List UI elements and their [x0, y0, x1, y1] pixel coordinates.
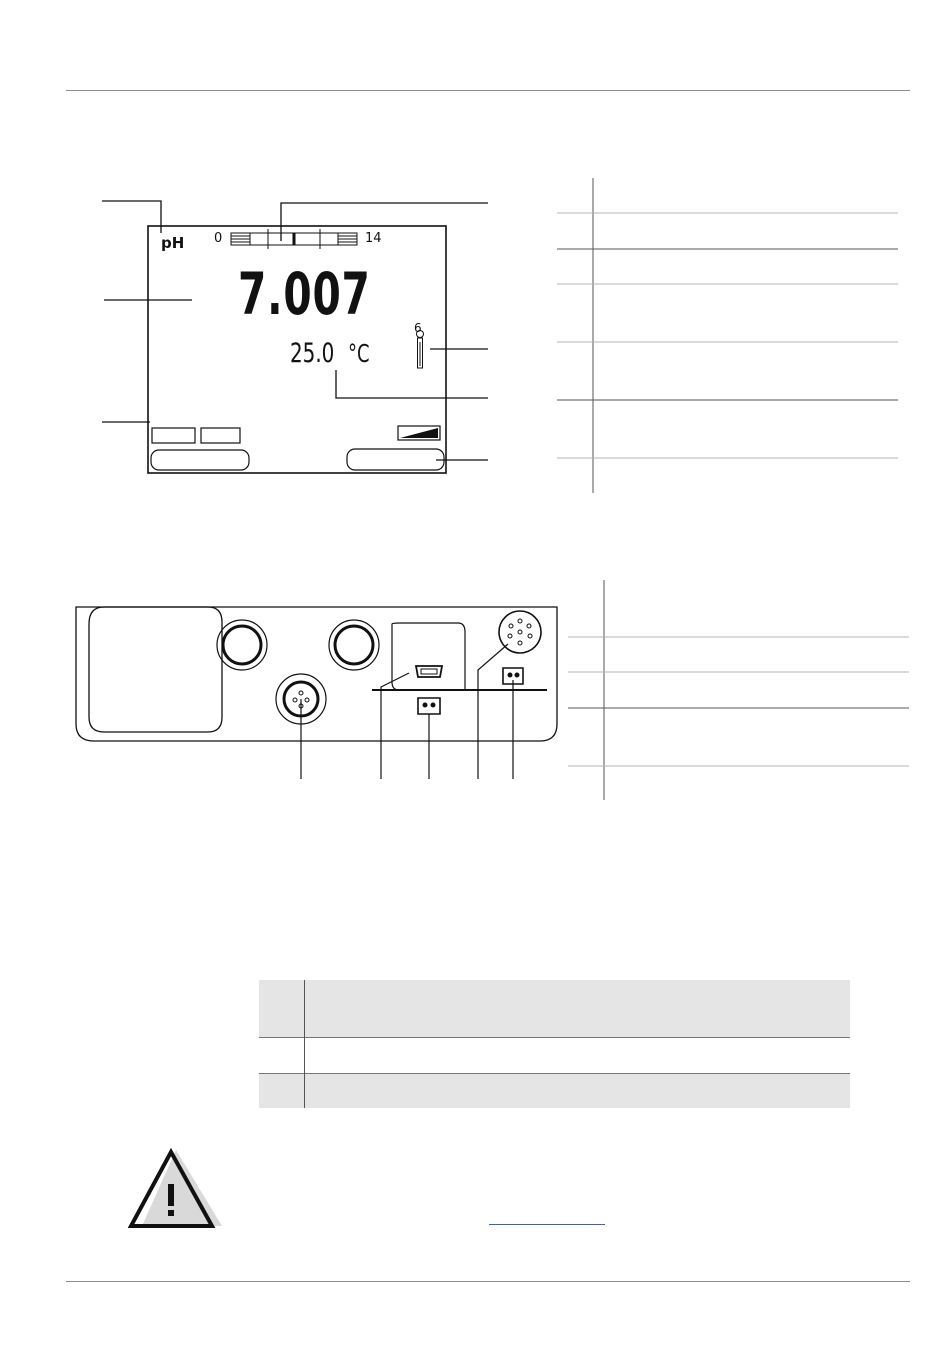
display-figure [0, 0, 950, 520]
socket-callout-leaders [301, 644, 513, 779]
measured-value: 7.007 [238, 260, 371, 328]
scale-max-label: 14 [365, 231, 382, 246]
warning-triangle-icon [128, 1146, 228, 1232]
socket-5 [418, 698, 440, 714]
table-row-divider-2 [259, 1073, 850, 1074]
status-box-2 [201, 428, 240, 443]
scale-min-label: 0 [214, 231, 223, 246]
usb-recess [392, 623, 465, 690]
housing-outline [76, 607, 557, 741]
socket-1 [217, 620, 267, 670]
table-row-3 [259, 1073, 850, 1108]
battery-icon [398, 426, 440, 440]
socket-2 [329, 620, 379, 670]
table-row-2 [259, 1037, 850, 1073]
temperature-value: 25.0 [290, 338, 335, 369]
status-box-1 [152, 428, 195, 443]
cross-reference-link[interactable] [489, 1224, 605, 1225]
parameter-label: pH [161, 234, 185, 252]
temperature-unit: °C [348, 339, 370, 368]
footer-rule [66, 1281, 910, 1282]
bar-graph [231, 229, 357, 249]
softkey-left [151, 450, 249, 470]
sensor-marker: 6 [414, 321, 422, 335]
battery-compartment [89, 607, 222, 732]
usb-socket [416, 666, 442, 677]
socket-panel-figure [0, 560, 950, 820]
table-row-divider-1 [259, 1037, 850, 1038]
table-column-divider [304, 980, 305, 1108]
table-row-1 [259, 980, 850, 1037]
thermometer-icon [417, 331, 424, 369]
legend-table-1 [557, 178, 898, 493]
legend-table-2 [568, 580, 909, 800]
softkey-right [347, 449, 444, 470]
